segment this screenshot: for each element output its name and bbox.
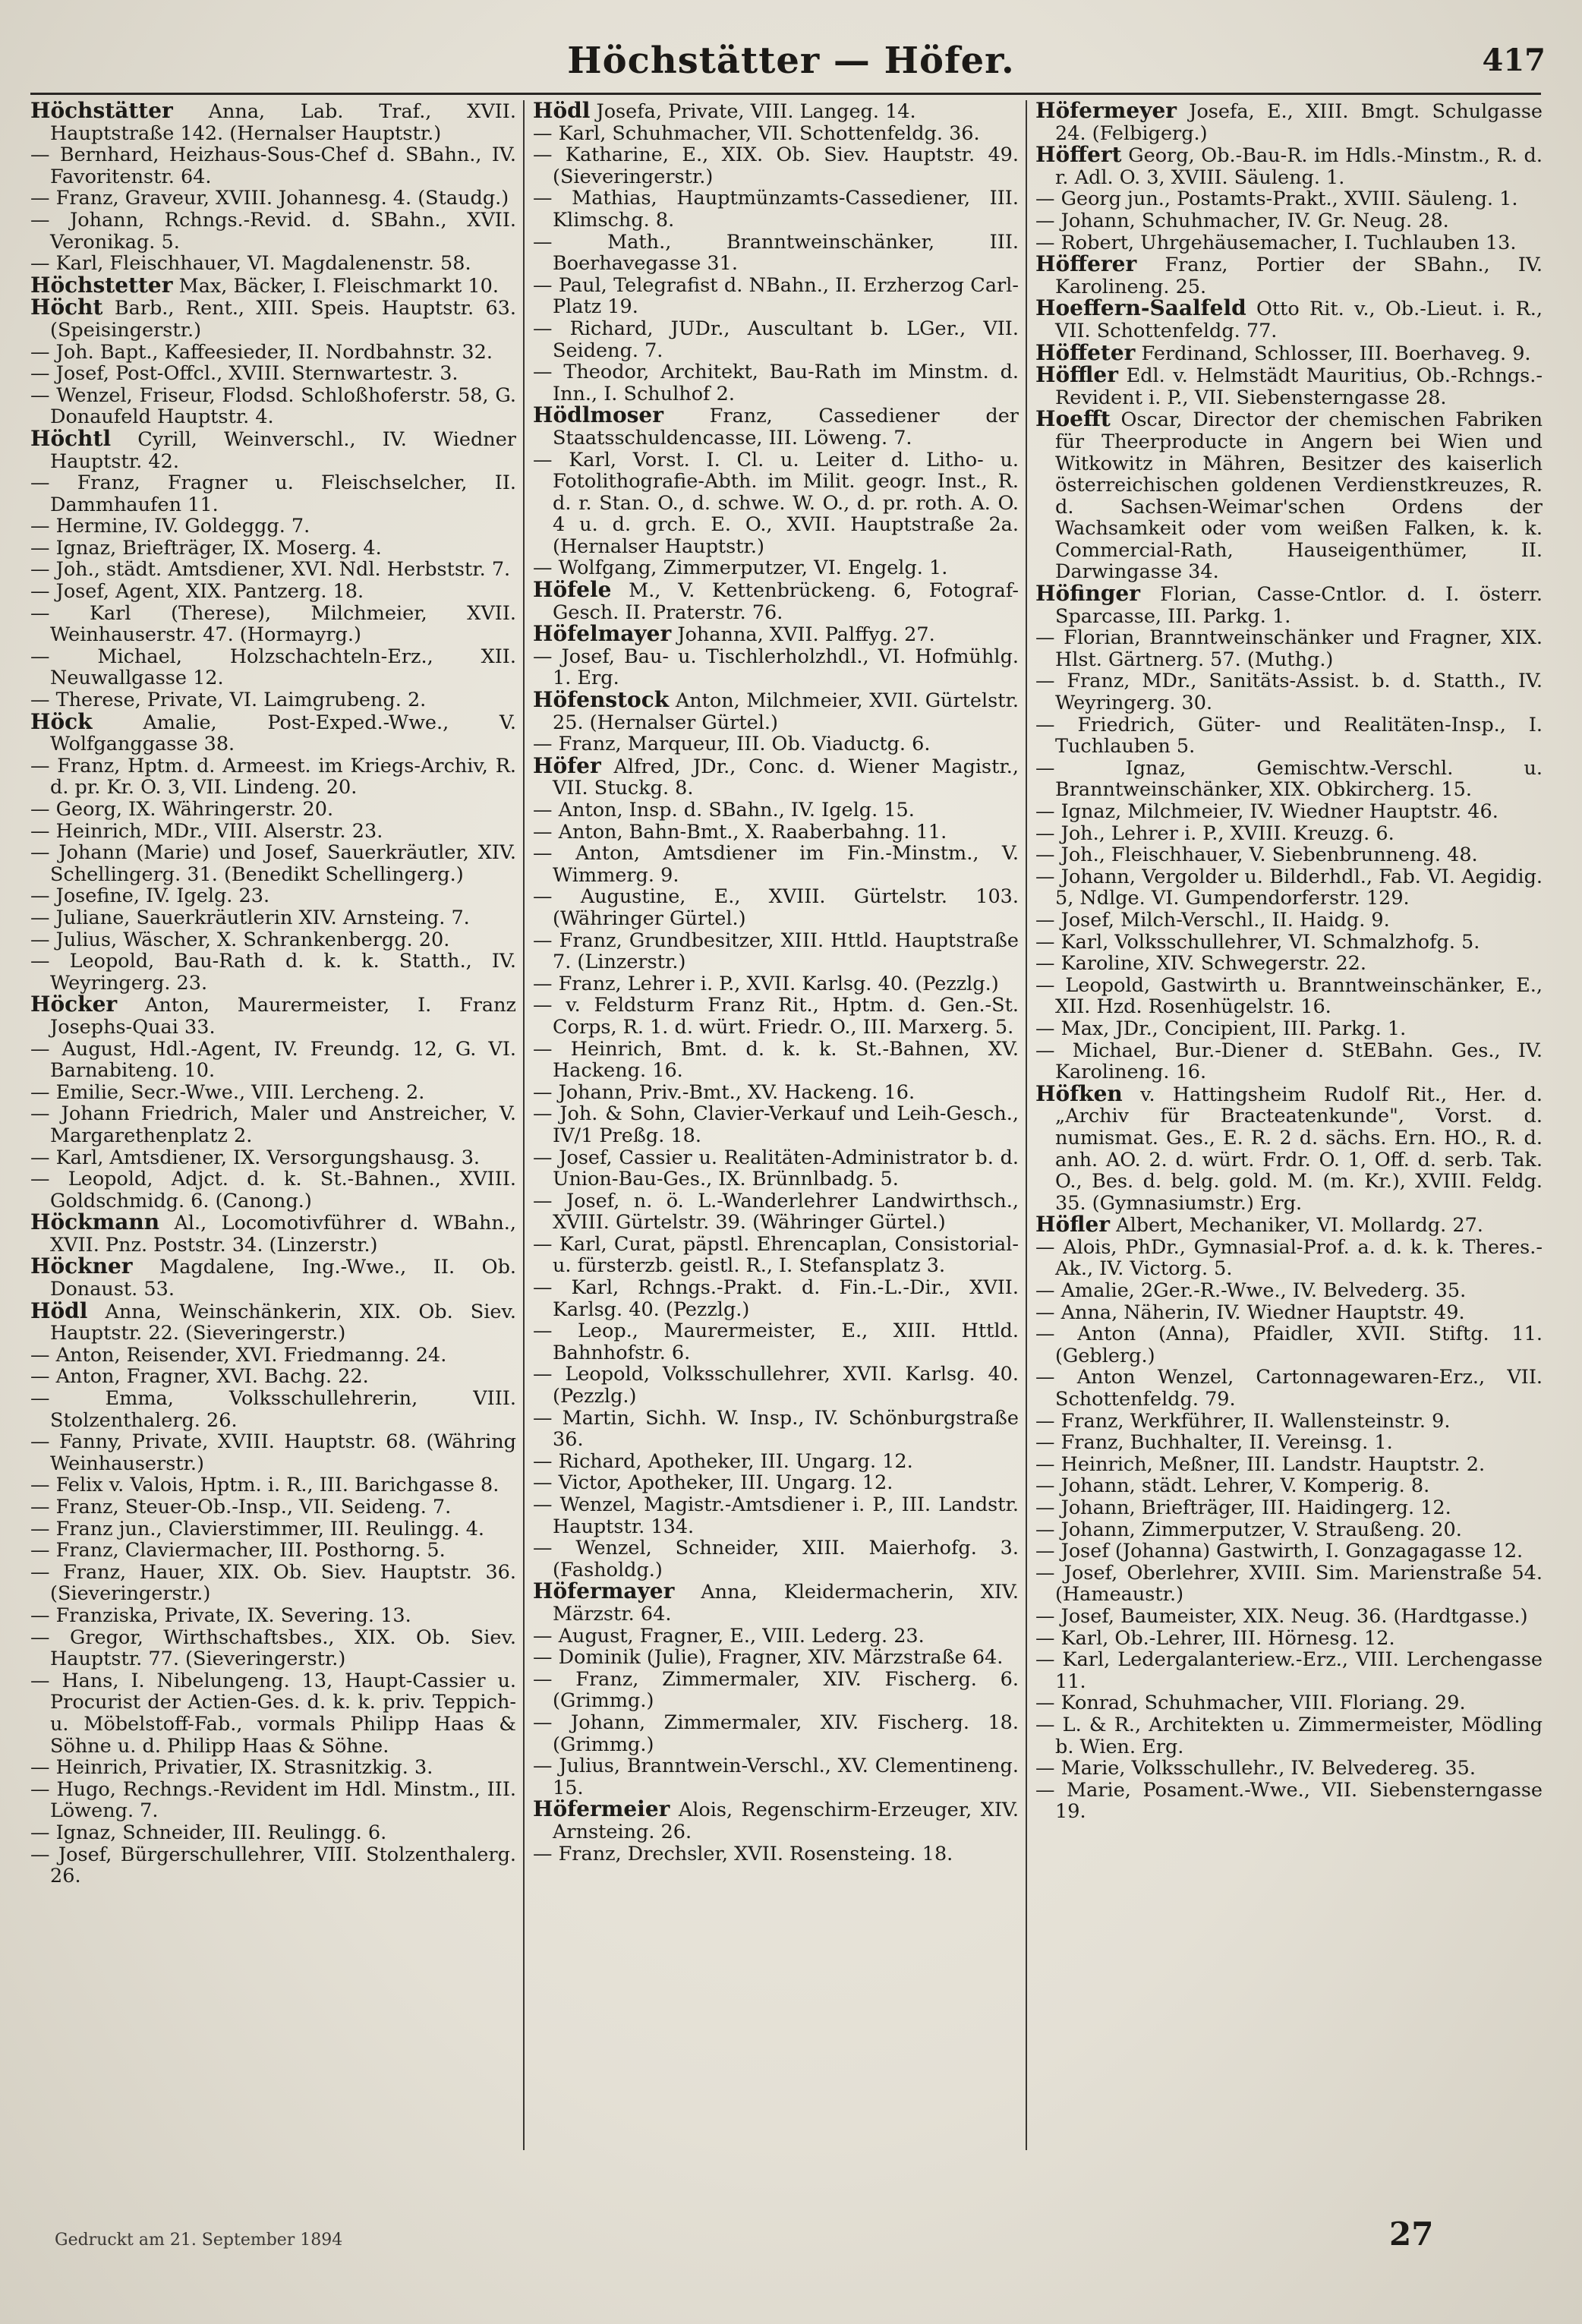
- page-footer: [0, 2215, 1582, 2276]
- directory-entry: — Georg, IX. Währingerstr. 20.: [30, 798, 334, 821]
- directory-entry: Höfferer Franz, Portier der SBahn., IV. Karolineng. 25.: [1035, 251, 1543, 298]
- directory-entry: — Robert, Uhrgehäusemacher, I. Tuchlauben 13.: [1035, 231, 1517, 254]
- directory-entry: Höffeter Ferdinand, Schlosser, III. Boerhaveg. 9.: [1035, 339, 1531, 365]
- directory-entry: — Anton, Bahn-Bmt., X. Raaberbahng. 11.: [533, 820, 947, 844]
- directory-entry: — Friedrich, Güter- und Realitäten-Insp., I. Tuchlauben 5.: [1035, 713, 1543, 758]
- directory-entry: — Bernhard, Heizhaus-Sous-Chef d. SBahn., IV. Favoritenstr. 64.: [30, 143, 516, 188]
- directory-entry: — Dominik (Julie), Fragner, XIV. Märzstraße 64.: [533, 1646, 1004, 1670]
- directory-entry: — Heinrich, MDr., VIII. Alserstr. 23.: [30, 819, 383, 843]
- directory-entry: Höfele M., V. Kettenbrückeng. 6, Fotograf-Gesch. II. Praterstr. 76.: [533, 577, 1019, 624]
- surname-heading: Höfermeier: [533, 1796, 670, 1822]
- directory-entry: — Karl, Ob.-Lehrer, III. Hörnesg. 12.: [1035, 1626, 1395, 1650]
- directory-entry: — Emilie, Secr.-Wwe., VIII. Lercheng. 2.: [30, 1080, 425, 1104]
- column-divider: [1026, 100, 1027, 2150]
- directory-entry: — Fanny, Private, XVIII. Hauptstr. 68. (Währing Weinhauserstr.): [30, 1430, 516, 1475]
- surname-heading: Höfinger: [1035, 581, 1140, 607]
- directory-entry: — Paul, Telegrafist d. NBahn., II. Erzherzog Carl-Platz 19.: [533, 273, 1019, 319]
- directory-entry: — Julius, Wäscher, X. Schrankenbergg. 20.: [30, 928, 450, 951]
- directory-entry: — Emma, Volksschullehrerin, VIII. Stolzenthalerg. 26.: [30, 1387, 516, 1432]
- page-number: 417: [1482, 43, 1546, 78]
- directory-entry: — Amalie, 2Ger.-R.-Wwe., IV. Belvederg. 35.: [1035, 1279, 1467, 1303]
- directory-entry: — Joh., Lehrer i. P., XVIII. Kreuzg. 6.: [1035, 821, 1394, 845]
- surname-heading: Höcht: [30, 295, 103, 320]
- surname-heading: Höfferer: [1035, 251, 1137, 277]
- directory-entry: — Michael, Holzschachteln-Erz., XII. Neuwallgasse 12.: [30, 645, 516, 690]
- directory-entry: — Heinrich, Privatier, IX. Strasnitzkig. 3.: [30, 1756, 433, 1780]
- directory-entry: Höffler Edl. v. Helmstädt Mauritius, Ob.-Rchngs.-Revident i. P., VII. Siebensterngasse 28.: [1035, 362, 1543, 409]
- directory-entry: — Karl, Rchngs.-Prakt. d. Fin.-L.-Dir., XVII. Karlsg. 40. (Pezzlg.): [533, 1276, 1019, 1321]
- directory-entry: — Anna, Näherin, IV. Wiedner Hauptstr. 49.: [1035, 1301, 1465, 1324]
- directory-entry: Höfermayer Anna, Kleidermacherin, XIV. Märzstr. 64.: [533, 1578, 1019, 1626]
- surname-heading: Hoefft: [1035, 406, 1111, 432]
- directory-entry: — Georg jun., Postamts-Prakt., XVIII. Säuleng. 1.: [1035, 188, 1518, 211]
- directory-entry: — Karl, Vorst. I. Cl. u. Leiter d. Litho- u. Fotolithografie-Abth. im Milit. geogr. Inst., R. d. r. Stan. O., d. schwe. W. O., d. pr. roth. A. O. 4 u. d. grch. E. O., XVII. Hauptstraße 2a. (Hernalser Hauptstr.): [533, 448, 1019, 558]
- directory-entry: — August, Hdl.-Agent, IV. Freundg. 12, G. VI. Barnabiteng. 10.: [30, 1037, 516, 1083]
- directory-entry: — Josef, Oberlehrer, XVIII. Sim. Marienstraße 54. (Hameaustr.): [1035, 1561, 1543, 1607]
- directory-entry: Höfer Alfred, JDr., Conc. d. Wiener Magistr., VII. Stuckg. 8.: [533, 752, 1019, 800]
- directory-entry: — Therese, Private, VI. Laimgrubeng. 2.: [30, 689, 427, 712]
- directory-entry: — Franz, Grundbesitzer, XIII. Httld. Hauptstraße 7. (Linzerstr.): [533, 929, 1019, 974]
- directory-entry: — Franz, Marqueur, III. Ob. Viaductg. 6.: [533, 733, 931, 756]
- directory-entry: — Anton, Fragner, XVI. Bachg. 22.: [30, 1365, 369, 1389]
- directory-entry: — Anton Wenzel, Cartonnagewaren-Erz., VII. Schottenfeldg. 79.: [1035, 1366, 1543, 1411]
- directory-entry: — Johann, städt. Lehrer, V. Komperig. 8.: [1035, 1474, 1430, 1498]
- directory-entry: — Franz, Claviermacher, III. Posthorng. 5.: [30, 1539, 446, 1562]
- directory-entry: Hoeffern-Saalfeld Otto Rit. v., Ob.-Lieut. i. R., VII. Schottenfeldg. 77.: [1035, 295, 1543, 342]
- directory-entry: Hödl Anna, Weinschänkerin, XIX. Ob. Siev. Hauptstr. 22. (Sieveringerstr.): [30, 1298, 516, 1345]
- directory-entry: — Joh., Fleischhauer, V. Siebenbrunneng. 48.: [1035, 844, 1478, 867]
- surname-heading: Höfele: [533, 577, 612, 603]
- directory-entry: Hödl Josefa, Private, VIII. Langeg. 14.: [533, 100, 1019, 123]
- directory-entry: Hödlmoser Franz, Cassediener der Staatsschuldencasse, III. Löweng. 7.: [533, 402, 1019, 449]
- directory-entry: — Heinrich, Bmt. d. k. k. St.-Bahnen, XV. Hackeng. 16.: [533, 1037, 1019, 1083]
- directory-entry: — Franz, Graveur, XVIII. Johannesg. 4. (Staudg.): [30, 187, 509, 210]
- directory-entry: — Josef, Baumeister, XIX. Neug. 36. (Hardtgasse.): [1035, 1604, 1528, 1628]
- directory-entry: — Johann Friedrich, Maler und Anstreicher, V. Margarethenplatz 2.: [30, 1102, 516, 1147]
- directory-entry: — Josef, Post-Offcl., XVIII. Sternwartestr. 3.: [30, 362, 459, 386]
- directory-entry: — Joh., städt. Amtsdiener, XVI. Ndl. Herbststr. 7.: [30, 558, 511, 582]
- directory-entry: — Karl, Schuhmacher, VII. Schottenfeldg. 36.: [533, 121, 980, 145]
- directory-entry: — August, Fragner, E., VIII. Lederg. 23.: [533, 1624, 925, 1648]
- directory-entry: Höckner Magdalene, Ing.-Wwe., II. Ob. Donaust. 53.: [30, 1253, 516, 1301]
- directory-entry: — Juliane, Sauerkräutlerin XIV. Arnsteing. 7.: [30, 906, 470, 929]
- directory-entry: — Julius, Branntwein-Verschl., XV. Clementineng. 15.: [533, 1755, 1019, 1799]
- directory-entry: — Alois, PhDr., Gymnasial-Prof. a. d. k. k. Theres.-Ak., IV. Victorg. 5.: [1035, 1235, 1543, 1281]
- surname-heading: Hödlmoser: [533, 402, 663, 428]
- directory-entry: — Leopold, Volksschullehrer, XVII. Karlsg. 40. (Pezzlg.): [533, 1363, 1019, 1408]
- directory-entry: — Augustine, E., XVIII. Gürtelstr. 103. (Währinger Gürtel.): [533, 885, 1019, 930]
- directory-entry: Höfermeyer Josefa, E., XIII. Bmgt. Schulgasse 24. (Felbigerg.): [1035, 100, 1543, 144]
- directory-entry: — Josefine, IV. Igelg. 23.: [30, 885, 270, 908]
- surname-heading: Höfermayer: [533, 1578, 675, 1604]
- header-rule: [30, 93, 1541, 95]
- directory-entry: Höffert Georg, Ob.-Bau-R. im Hdls.-Minstm., R. d. r. Adl. O. 3, XVIII. Säuleng. 1.: [1035, 142, 1543, 189]
- directory-entry: Höchtl Cyrill, Weinverschl., IV. Wiedner Hauptstr. 42.: [30, 425, 516, 473]
- directory-entry: — Math., Branntweinschänker, III. Boerhavegasse 31.: [533, 230, 1019, 276]
- page-title: Höchstätter — Höfer.: [567, 39, 1015, 82]
- surname-heading: Höffert: [1035, 142, 1122, 168]
- directory-entry: Höcht Barb., Rent., XIII. Speis. Hauptstr. 63. (Speisingerstr.): [30, 295, 516, 342]
- directory-entry: — Johann, Briefträger, III. Haidingerg. 12.: [1035, 1496, 1451, 1519]
- directory-entry: Höfler Albert, Mechaniker, VI. Mollardg. 27.: [1035, 1212, 1483, 1238]
- directory-entry: — Franz, Lehrer i. P., XVII. Karlsg. 40. (Pezzlg.): [533, 972, 999, 995]
- print-date: Gedruckt am 21. September 1894: [55, 2231, 343, 2250]
- directory-entry: — Hugo, Rechngs.-Revident im Hdl. Minstm., III. Löweng. 7.: [30, 1777, 516, 1823]
- directory-entry: — Josef, n. ö. L.-Wanderlehrer Landwirthsch., XVIII. Gürtelstr. 39. (Währinger Gürtel.): [533, 1189, 1019, 1235]
- directory-entry: Höfenstock Anton, Milchmeier, XVII. Gürtelstr. 25. (Hernalser Gürtel.): [533, 687, 1019, 734]
- surname-heading: Höfler: [1035, 1212, 1111, 1238]
- directory-entry: — Ignaz, Briefträger, IX. Moserg. 4.: [30, 536, 382, 560]
- surname-heading: Höcker: [30, 992, 118, 1017]
- page-header: [0, 39, 1582, 93]
- directory-entry: — Josef, Agent, XIX. Pantzerg. 18.: [30, 580, 364, 604]
- directory-entry: — Max, JDr., Concipient, III. Parkg. 1.: [1035, 1017, 1407, 1040]
- directory-entry: — Karl, Volksschullehrer, VI. Schmalzhofg. 5.: [1035, 930, 1480, 954]
- surname-heading: Höck: [30, 708, 93, 734]
- surname-heading: Höchtl: [30, 425, 112, 451]
- directory-entry: Höfken v. Hattingsheim Rudolf Rit., Her. d. „Archiv für Bracteatenkunde", Vorst. d. numismat. Ges., E. R. 2 d. sächs. Ern. HO., R. d. anh. AO. 2. d. würt. Frdr. O. 1, Off. d. serb. Tak. O., Bes. d. belg. gold. M. (m. Kr.), XVIII. Feldg. 35. (Gymnasiumstr.) Erg.: [1035, 1080, 1543, 1215]
- directory-entry: — Leop., Maurermeister, E., XIII. Httld. Bahnhofstr. 6.: [533, 1320, 1019, 1364]
- directory-entry: Höchstätter Anna, Lab. Traf., XVII. Hauptstraße 142. (Hernalser Hauptstr.): [30, 100, 516, 144]
- surname-heading: Höfken: [1035, 1080, 1123, 1106]
- directory-entry: — Ignaz, Schneider, III. Reulingg. 6.: [30, 1821, 387, 1844]
- directory-entry: — Franz, Steuer-Ob.-Insp., VII. Seideng. 7.: [30, 1496, 452, 1518]
- surname-heading: Höfer: [533, 752, 601, 778]
- directory-entry: — Franz, Hptm. d. Armeest. im Kriegs-Archiv, R. d. pr. Kr. O. 3, VII. Lindeng. 20.: [30, 754, 516, 799]
- directory-entry: — Johann, Zimmermaler, XIV. Fischerg. 18. (Grimmg.): [533, 1711, 1019, 1756]
- directory-entry: Höchstetter Max, Bäcker, I. Fleischmarkt 10.: [30, 272, 499, 298]
- column-3: [1035, 100, 1543, 2150]
- surname-heading: Hödl: [30, 1298, 88, 1323]
- directory-entry: — Franz, Hauer, XIX. Ob. Siev. Hauptstr. 36. (Sieveringerstr.): [30, 1560, 516, 1606]
- surname-heading: Höckner: [30, 1253, 133, 1279]
- directory-entry: — Josef, Bau- u. Tischlerholzhdl., VI. Hofmühlg. 1. Erg.: [533, 645, 1019, 690]
- sheet-number: 27: [1389, 2215, 1434, 2253]
- directory-entry: — Karl, Fleischhauer, VI. Magdalenenstr. 58.: [30, 252, 471, 276]
- directory-entry: — Anton, Reisender, XVI. Friedmanng. 24.: [30, 1343, 447, 1367]
- directory-entry: — Marie, Volksschullehr., IV. Belvedereg. 35.: [1035, 1757, 1476, 1780]
- directory-entry: — Johann, Priv.-Bmt., XV. Hackeng. 16.: [533, 1080, 915, 1104]
- directory-entry: — Theodor, Architekt, Bau-Rath im Minstm. d. Inn., I. Schulhof 2.: [533, 361, 1019, 405]
- directory-entry: — Leopold, Adjct. d. k. St.-Bahnen., XVIII. Goldschmidg. 6. (Canong.): [30, 1168, 516, 1212]
- directory-entry: — Josef (Johanna) Gastwirth, I. Gonzagagasse 12.: [1035, 1540, 1524, 1563]
- directory-entry: — v. Feldsturm Franz Rit., Hptm. d. Gen.-St. Corps, R. 1. d. würt. Friedr. O., III. Marxerg. 5.: [533, 994, 1019, 1039]
- directory-entry: — Josef, Cassier u. Realitäten-Administrator b. d. Union-Bau-Ges., IX. Brünnlbadg. 5.: [533, 1146, 1019, 1191]
- directory-entry: — Anton, Amtsdiener im Fin.-Minstm., V. Wimmerg. 9.: [533, 842, 1019, 887]
- directory-entry: — Ignaz, Milchmeier, IV. Wiedner Hauptstr. 46.: [1035, 800, 1498, 823]
- surname-heading: Höckmann: [30, 1209, 160, 1235]
- directory-entry: — Victor, Apotheker, III. Ungarg. 12.: [533, 1471, 893, 1495]
- directory-entry: — Wenzel, Magistr.-Amtsdiener i. P., III. Landstr. Hauptstr. 134.: [533, 1493, 1019, 1538]
- surname-heading: Höfelmayer: [533, 621, 672, 647]
- directory-entry: Höfinger Florian, Casse-Cntlor. d. I. österr. Sparcasse, III. Parkg. 1.: [1035, 581, 1543, 628]
- directory-entry: — Franz, Werkführer, II. Wallensteinstr. 9.: [1035, 1409, 1451, 1433]
- directory-entry: — Heinrich, Meßner, III. Landstr. Hauptstr. 2.: [1035, 1452, 1486, 1476]
- directory-entry: — L. & R., Architekten u. Zimmermeister, Mödling b. Wien. Erg.: [1035, 1713, 1543, 1758]
- directory-entry: — Joh. & Sohn, Clavier-Verkauf und Leih-Gesch., IV/1 Preßg. 18.: [533, 1102, 1019, 1147]
- directory-entry: Höcker Anton, Maurermeister, I. Franz Josephs-Quai 33.: [30, 992, 516, 1039]
- directory-entry: — Karl (Therese), Milchmeier, XVII. Weinhauserstr. 47. (Hormayrg.): [30, 601, 516, 647]
- directory-entry: — Anton (Anna), Pfaidler, XVII. Stiftg. 11. (Geblerg.): [1035, 1323, 1543, 1367]
- surname-heading: Hoeffern-Saalfeld: [1035, 295, 1246, 321]
- directory-entry: — Franziska, Private, IX. Severing. 13.: [30, 1603, 411, 1627]
- directory-entry: — Wenzel, Schneider, XIII. Maierhofg. 3. (Fasholdg.): [533, 1537, 1019, 1581]
- directory-entry: — Leopold, Gastwirth u. Branntweinschänker, E., XII. Hzd. Rosenhügelstr. 16.: [1035, 973, 1543, 1019]
- directory-entry: — Wenzel, Friseur, Flodsd. Schloßhoferstr. 58, G. Donaufeld Hauptstr. 4.: [30, 383, 516, 429]
- directory-entry: — Franz jun., Clavierstimmer, III. Reulingg. 4.: [30, 1517, 485, 1540]
- directory-entry: — Johann (Marie) und Josef, Sauerkräutler, XIV. Schellingerg. 31. (Benedikt Schellingerg.): [30, 841, 516, 886]
- directory-entry: Höfermeier Alois, Regenschirm-Erzeuger, XIV. Arnsteing. 26.: [533, 1796, 1019, 1843]
- surname-heading: Höffeter: [1035, 339, 1136, 365]
- directory-entry: — Hermine, IV. Goldeggg. 7.: [30, 515, 310, 538]
- surname-heading: Höfermeyer: [1035, 100, 1177, 123]
- directory-entry: — Katharine, E., XIX. Ob. Siev. Hauptstr. 49. (Sieveringerstr.): [533, 143, 1019, 188]
- directory-entry: — Joh. Bapt., Kaffeesieder, II. Nordbahnstr. 32.: [30, 340, 493, 364]
- directory-entry: — Felix v. Valois, Hptm. i. R., III. Barichgasse 8.: [30, 1474, 499, 1497]
- directory-entry: — Richard, Apotheker, III. Ungarg. 12.: [533, 1449, 913, 1473]
- directory-entry: — Michael, Bur.-Diener d. StEBahn. Ges., IV. Karolineng. 16.: [1035, 1039, 1543, 1084]
- directory-entry: — Franz, MDr., Sanitäts-Assist. b. d. Statth., IV. Weyringerg. 30.: [1035, 670, 1543, 715]
- directory-entry: — Josef, Milch-Verschl., II. Haidg. 9.: [1035, 908, 1390, 932]
- directory-entry: — Karl, Amtsdiener, IX. Versorgungshausg. 3.: [30, 1146, 481, 1169]
- directory-entry: — Konrad, Schuhmacher, VIII. Floriang. 29.: [1035, 1692, 1466, 1715]
- directory-entry: — Karl, Curat, päpstl. Ehrencaplan, Consistorial- u. fürsterzb. geistl. R., I. Stefansplatz 3.: [533, 1232, 1019, 1278]
- directory-entry: — Wolfgang, Zimmerputzer, VI. Engelg. 1.: [533, 557, 948, 580]
- directory-entry: — Franz, Zimmermaler, XIV. Fischerg. 6. (Grimmg.): [533, 1667, 1019, 1713]
- directory-entry: — Leopold, Bau-Rath d. k. k. Statth., IV. Weyringerg. 23.: [30, 950, 516, 995]
- column-divider: [523, 100, 525, 2150]
- column-2: [533, 100, 1019, 2150]
- directory-entry: — Karoline, XIV. Schwegerstr. 22.: [1035, 952, 1367, 976]
- directory-entry: — Anton, Insp. d. SBahn., IV. Igelg. 15.: [533, 799, 915, 821]
- surname-heading: Höfenstock: [533, 687, 670, 713]
- directory-entry: Höfelmayer Johanna, XVII. Palffyg. 27.: [533, 621, 935, 647]
- directory-entry: — Johann, Zimmerputzer, V. Straußeng. 20.: [1035, 1518, 1462, 1541]
- directory-entry: — Karl, Ledergalanteriew.-Erz., VIII. Lerchengasse 11.: [1035, 1648, 1543, 1693]
- directory-entry: — Franz, Buchhalter, II. Vereinsg. 1.: [1035, 1431, 1393, 1455]
- directory-entry: — Florian, Branntweinschänker und Fragner, XIX. Hlst. Gärtnerg. 57. (Muthg.): [1035, 626, 1543, 671]
- directory-entry: — Martin, Sichh. W. Insp., IV. Schönburgstraße 36.: [533, 1406, 1019, 1452]
- surname-heading: Höffler: [1035, 362, 1118, 388]
- directory-entry: — Johann, Vergolder u. Bilderhdl., Fab. VI. Aegidig. 5, Ndlge. VI. Gumpendorferstr. 129.: [1035, 865, 1543, 910]
- directory-entry: — Marie, Posament.-Wwe., VII. Siebensterngasse 19.: [1035, 1778, 1543, 1824]
- directory-entry: Höckmann Al., Locomotivführer d. WBahn., XVII. Pnz. Poststr. 34. (Linzerstr.): [30, 1209, 516, 1257]
- directory-entry: — Franz, Drechsler, XVII. Rosensteing. 18.: [533, 1842, 953, 1865]
- directory-entry: — Johann, Schuhmacher, IV. Gr. Neug. 28.: [1035, 209, 1449, 232]
- directory-entry: — Johann, Rchngs.-Revid. d. SBahn., XVII. Veronikag. 5.: [30, 208, 516, 254]
- directory-entry: — Gregor, Wirthschaftsbes., XIX. Ob. Siev. Hauptstr. 77. (Sieveringerstr.): [30, 1626, 516, 1671]
- directory-entry: — Franz, Fragner u. Fleischselcher, II. Dammhaufen 11.: [30, 471, 516, 516]
- column-1: [30, 100, 516, 2150]
- surname-heading: Hödl: [533, 100, 591, 123]
- directory-entry: — Josef, Bürgerschullehrer, VIII. Stolzenthalerg. 26.: [30, 1843, 516, 1888]
- surname-heading: Höchstätter: [30, 100, 173, 123]
- directory-entry: Höck Amalie, Post-Exped.-Wwe., V. Wolfganggasse 38.: [30, 708, 516, 756]
- directory-entry: — Richard, JUDr., Auscultant b. LGer., VII. Seideng. 7.: [533, 317, 1019, 362]
- directory-entry: — Hans, I. Nibelungeng. 13, Haupt-Cassier u. Procurist der Actien-Ges. d. k. k. priv. Teppich- u. Möbelstoff-Fab., vormals Philipp Haas & Söhne u. d. Philipp Haas & Söhne.: [30, 1669, 516, 1758]
- directory-entry: — Ignaz, Gemischtw.-Verschl. u. Branntweinschänker, XIX. Obkircherg. 15.: [1035, 756, 1543, 802]
- surname-heading: Höchstetter: [30, 272, 173, 298]
- directory-entry: — Mathias, Hauptmünzamts-Cassediener, III. Klimschg. 8.: [533, 187, 1019, 232]
- directory-entry: Hoefft Oscar, Director der chemischen Fabriken für Theerproducte in Angern bei Wien und Witkowitz in Mähren, Besitzer des kaiserlich österreichischen goldenen Verdienstkreuzes, R. d. Sachsen-Weimar'schen Ordens der Wachsamkeit oder vom weißen Falken, k. k. Commercial-Rath, Hauseigenthümer, II. Darwingasse 34.: [1035, 406, 1543, 584]
